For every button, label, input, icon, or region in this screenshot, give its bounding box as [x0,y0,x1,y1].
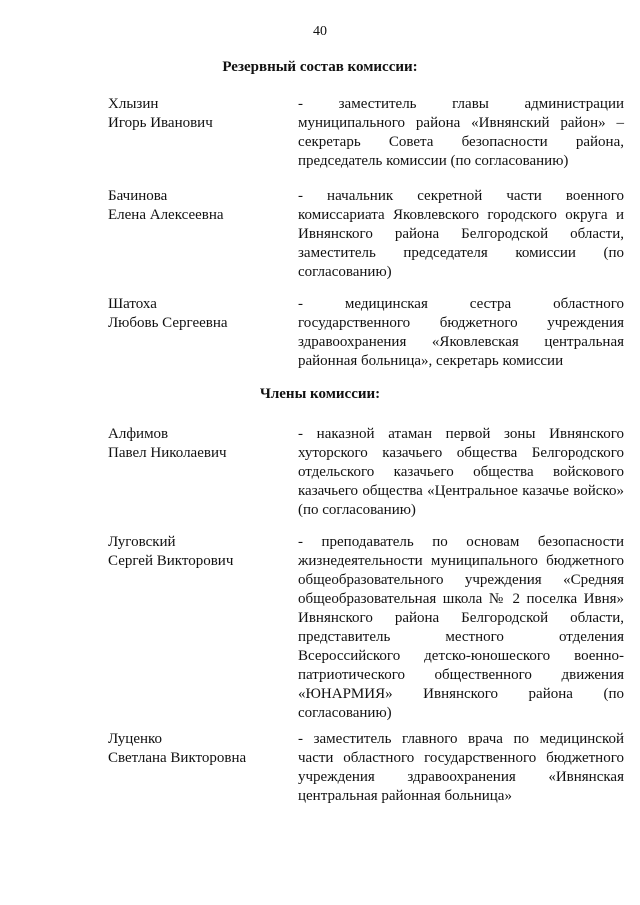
person-role: - наказной атаман первой зоны Ивнянского хуторского казачьего общества Белгородского отдельского казачьего общества войскового казачьего общества «Центральное казачье войско» (по согласованию) [298,426,624,518]
surname: Алфимов [108,426,169,442]
person-role: - медицинская сестра областного государственного бюджетного учреждения здравоохранения «Яковлевская центральная районная больница», секретарь комиссии [298,296,624,369]
reserve-heading: Резервный состав комиссии: [222,59,418,75]
person-name [108,533,288,571]
given-name: Светлана Викторовна [108,750,247,766]
person-role: - начальник секретной части военного комиссариата Яковлевского городского округа и Ивнянского района Белгородской области, заместитель председателя комиссии (по согласованию) [298,188,624,280]
given-name: Павел Николаевич [108,445,227,461]
page-number: 40 [313,24,327,39]
given-name: Любовь Сергеевна [108,315,228,331]
given-name: Сергей Викторович [108,553,234,569]
person-role: - заместитель главного врача по медицинской части областного государственного бюджетного учреждения здравоохранения «Ивнянская центральная районная больница» [298,731,624,804]
person-name [108,95,288,133]
person-name [108,187,288,225]
person-role: - преподаватель по основам безопасности жизнедеятельности муниципального бюджетного общеобразовательного учреждения «Средняя общеобразовательная школа № 2 поселка Ивня» Ивнянского района Белгородской области, представитель местного отделения Всероссийского детско-юношеского военно-патриотического общественного движения «ЮНАРМИЯ» Ивнянского района (по согласованию) [298,534,624,721]
person-name [108,425,288,463]
person-name [108,730,288,768]
surname: Хлызин [108,96,159,112]
surname: Луценко [108,731,163,747]
person-name [108,295,288,333]
given-name: Елена Алексеевна [108,207,224,223]
person-role: - заместитель главы администрации муниципального района «Ивнянский район» – секретарь Совета безопасности района, председатель комиссии (по согласованию) [298,96,624,169]
surname: Луговский [108,534,176,550]
given-name: Игорь Иванович [108,115,213,131]
surname: Бачинова [108,188,168,204]
surname: Шатоха [108,296,157,312]
members-heading: Члены комиссии: [259,386,381,402]
